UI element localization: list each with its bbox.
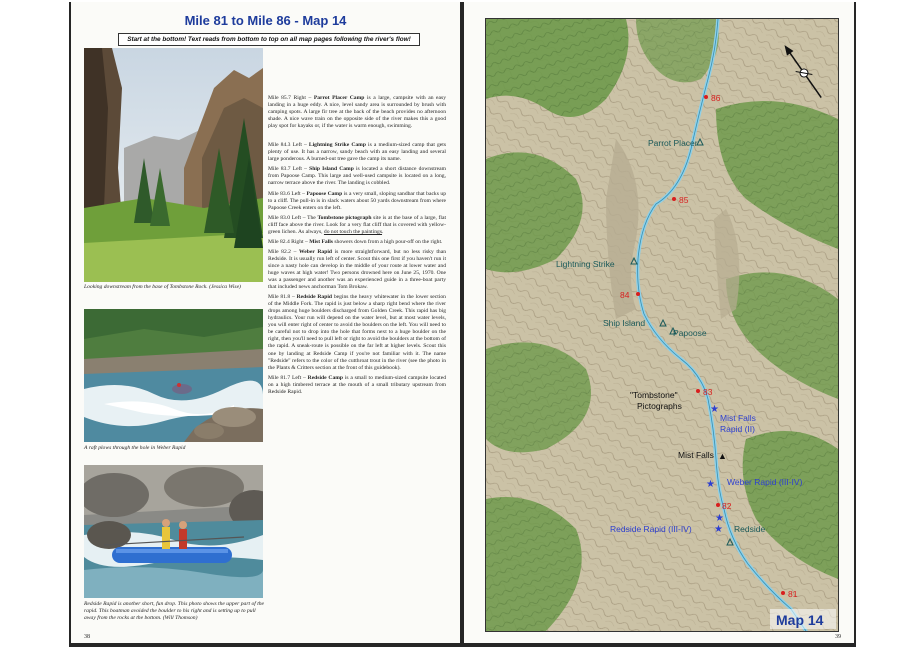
entry-mist-falls: Mile 82.4 Right – Mist Falls showers down from a high pour-off on the right. — [268, 238, 443, 245]
camp-entries — [268, 95, 446, 399]
reading-note: Start at the bottom! Text reads from bottom to top on all map pages following the river's flow! — [118, 33, 420, 46]
page-number-right: 39 — [835, 634, 841, 640]
label-pictographs: Pictographs — [637, 401, 682, 411]
label-redside-rapid: Redside Rapid (III-IV) — [610, 524, 692, 534]
label-lightning-strike: Lightning Strike — [556, 259, 615, 269]
left-page — [71, 2, 460, 643]
weber-rapid-photo — [84, 309, 263, 442]
canyon-photo — [84, 48, 263, 282]
label-weber-rapid: Weber Rapid (III-IV) — [727, 477, 803, 487]
label-mist-falls-rapid: Mist Falls — [720, 413, 756, 423]
svg-text:86: 86 — [711, 93, 721, 103]
topo-map — [485, 18, 839, 632]
label-papoose: Papoose — [673, 328, 707, 338]
entry-parrot-placer: Mile 85.7 Right – Parrot Placer Camp is a large, campsite with an easy landing in a huge eddy. A nice, level sandy area is surrounded by brush with camping spots. A large fir tree at the back of the beach provides no afternoon shade. A nice wave train on the opposite side of the river makes this a good play spot for kayaks or, if the water is warm enough, swimming. — [268, 95, 447, 130]
entry-redside-rapid: Mile 81.8 – Redside Rapid begins the heavy whitewater in the lower section of the Middle Fork. The rapid is just below a sharp right bend where the river drops among huge boulders discharged from Golden Creek. This rapid has big hydraulics. Your run will depend on the water level, but at most water levels, you will enter right of center to avoid the boulders on the left. You will need to be careful not to drop into the hole that forms next to a huge boulder on the right, then you'll need to pull left or right to avoid the boulders at the bottom of the rapid. A sneak-route is possible on the far left at higher levels. Scout this one by landing at Redside Camp if you're not familiar with it. The name "Redside" refers to the color of the cutthroat trout in the river (see the photo in the Plants & Critters section at the front of this guidebook). — [268, 294, 446, 371]
rapid-star-icon: ★ — [715, 513, 724, 524]
page-number-left: 38 — [84, 634, 90, 640]
svg-text:82: 82 — [722, 501, 732, 511]
rapid-star-icon: ★ — [706, 479, 715, 490]
photo-caption: A raft plows through the hole in Weber Rapid — [84, 445, 186, 451]
svg-text:81: 81 — [788, 589, 798, 599]
photo-caption: Redside Rapid is another short, fun drop. This photo shows the upper part of the rapid. This boatman avoided the boulder to his right and is setting up to pull away from the rocks at the bottom. (Will Thomson) — [84, 601, 265, 621]
map-title: Map 14 — [776, 612, 824, 628]
entry-papoose: Mile 83.6 Left – Papoose Camp is a very small, sloping sandbar that backs up to a cliff. The pull-in is in slack waters about 50 yards downstream from where Papoose Creek enters on the left. — [268, 190, 447, 211]
label-tombstone: "Tombstone" — [630, 390, 678, 400]
label-parrot-placer: Parrot Placer — [648, 138, 698, 148]
label-redside-camp: Redside — [734, 524, 766, 534]
waterfall-icon: ▲ — [718, 451, 727, 461]
label-mist-falls-rapid-class: Rapid (II) — [720, 424, 755, 434]
svg-text:85: 85 — [679, 195, 689, 205]
right-page — [464, 2, 854, 643]
entry-weber-rapid: Mile 82.2 – Weber Rapid is more straightforward, but no less risky than Redside. It is usually run left of center. Scout this one first if you haven't run it since a nasty hole can develop in the middle of your route at lower water and huge waves at high water! Two persons drowned here on June 25, 1970. One was a passenger and another was an experienced guide in a three-boat party that included news anchorman Tom Brokaw. — [268, 248, 446, 291]
redside-rapid-photo — [84, 465, 263, 598]
svg-text:83: 83 — [703, 387, 713, 397]
entry-tombstone: Mile 83.0 Left – The Tombstone pictograph site is at the base of a large, flat cliff face above the river. Look for a very flat cliff that is covered with yellow-green lichen. As always, do not touch the paintings. — [268, 214, 446, 235]
svg-text:84: 84 — [620, 290, 630, 300]
page-title: Mile 81 to Mile 86 - Map 14 — [184, 13, 347, 28]
label-ship-island: Ship Island — [603, 318, 646, 328]
label-mist-falls: Mist Falls — [678, 450, 714, 460]
rapid-star-icon: ★ — [710, 404, 719, 415]
entry-lightning-strike: Mile 84.3 Left – Lightning Strike Camp is a medium-sized camp that gets plenty of use. It has a narrow, sandy beach with an easy landing and several large ponderous. A burned-out tree gave the camp its name. — [268, 142, 447, 163]
rapid-star-icon: ★ — [714, 524, 723, 535]
entry-ship-island: Mile 83.7 Left – Ship Island Camp is located a short distance downstream from Papoose Camp. This large and well-used campsite is located on a long, narrow terrace above the river. The landing is cobbled. — [268, 166, 446, 187]
photo-caption: Looking downstream from the base of Tombstone Rock. (Jessica Wise) — [84, 284, 241, 290]
entry-redside-camp: Mile 81.7 Left – Redside Camp is a small to medium-sized campsite located on a high timbered terrace at the mouth of a small tributary upstream from Redside Rapid. — [268, 374, 447, 395]
